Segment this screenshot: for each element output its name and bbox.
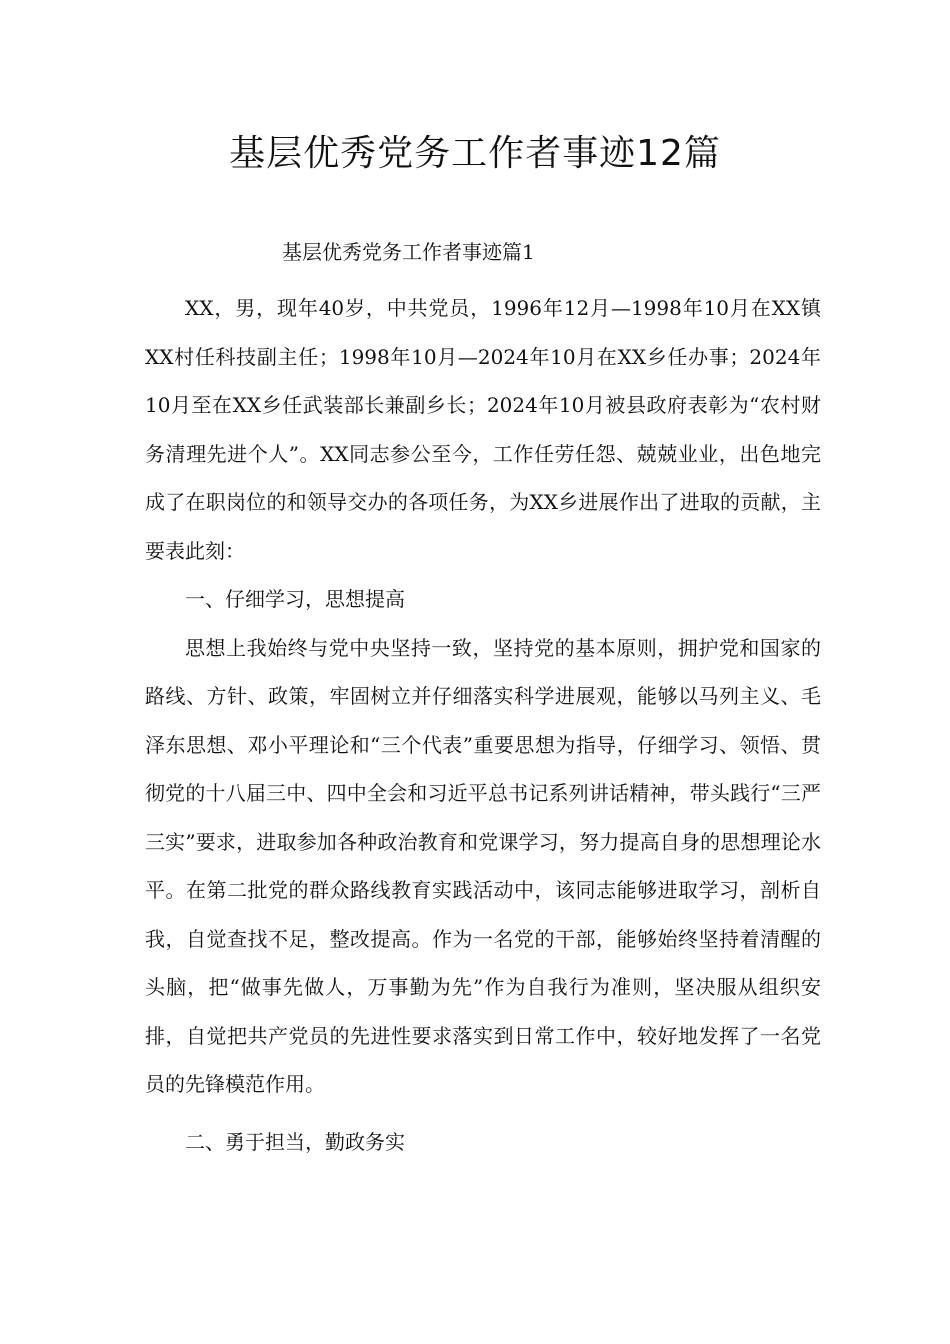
article-body: [145, 284, 821, 1166]
article-subtitle: 基层优秀党务工作者事迹篇1: [282, 240, 535, 264]
section-heading-2: 二、勇于担当，勤政务实: [185, 1129, 405, 1154]
document-title: 基层优秀党务工作者事迹12篇: [229, 133, 721, 174]
section-1-paragraph: 思想上我始终与党中央坚持一致，坚持党的基本原则，拥护党和国家的路线、方针、政策，牢固树立并仔细落实科学进展观，能够以马列主义、毛泽东思想、邓小平理论和“三个代表”重要思想为指导，仔细学习、领悟、贯彻党的十八届三中、四中全会和习近平总书记系列讲话精神，带头践行“三严三实”要求，进取参加各种政治教育和党课学习，努力提高自身的思想理论水平。在第二批党的群众路线教育实践活动中，该同志能够进取学习，剖析自我，自觉查找不足，整改提高。作为一名党的干部，能够始终坚持着清醒的头脑，把“做事先做人，万事勤为先”作为自我行为准则，坚决服从组织安排，自觉把共产党员的先进性要求落实到日常工作中，较好地发挥了一名党员的先锋模范作用。: [145, 635, 821, 1096]
section-heading-1: 一、仔细学习，思想提高: [185, 587, 405, 611]
intro-paragraph: XX，男，现年40岁，中共党员，1996年12月—1998年10月在XX镇XX村任科技副主任；1998年10月—2024年10月在XX乡任办事；2024年10月至在XX乡任武装部长兼副乡长；2024年10月被县政府表彰为“农村财务清理先进个人”。XX同志参公至今，工作任劳任怨、兢兢业业，出色地完成了在职岗位的和领导交办的各项任务，为XX乡进展作出了进取的贡献，主要表此刻：: [145, 296, 821, 563]
